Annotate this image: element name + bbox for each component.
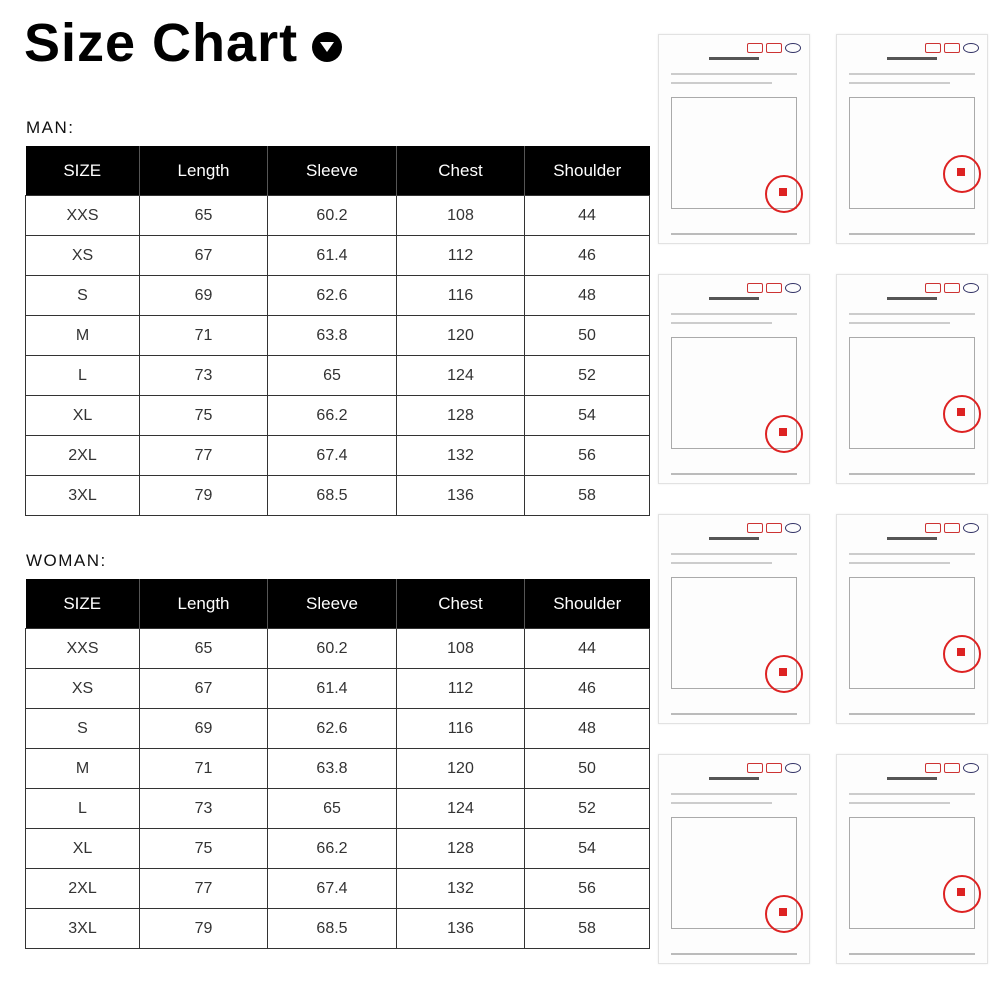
table-row — [26, 669, 650, 709]
table-cell: 3XL — [26, 476, 140, 516]
table-cell: 79 — [140, 909, 268, 949]
table-row — [26, 629, 650, 669]
seal-icon — [943, 875, 981, 913]
table-cell: 124 — [397, 356, 525, 396]
table-cell: 63.8 — [268, 749, 397, 789]
table-cell: 46 — [525, 669, 650, 709]
table-cell: 67 — [140, 669, 268, 709]
chevron-down-icon[interactable] — [312, 32, 342, 62]
table-row — [26, 196, 650, 236]
table-cell: XXS — [26, 629, 140, 669]
seal-icon — [765, 415, 803, 453]
test-report-thumbnail — [836, 34, 988, 244]
test-report-thumbnail — [836, 514, 988, 724]
woman-header-cell: SIZE — [26, 579, 140, 629]
title-text: Size Chart — [24, 13, 299, 73]
table-cell: 44 — [525, 629, 650, 669]
table-cell: 65 — [268, 789, 397, 829]
woman-header-cell: Length — [140, 579, 268, 629]
table-cell: 71 — [140, 316, 268, 356]
man-header-cell: Shoulder — [525, 146, 650, 196]
table-cell: 60.2 — [268, 196, 397, 236]
table-cell: 132 — [397, 436, 525, 476]
table-cell: 46 — [525, 236, 650, 276]
page-title — [24, 12, 342, 74]
table-row — [26, 869, 650, 909]
woman-header-cell: Sleeve — [268, 579, 397, 629]
table-cell: 136 — [397, 476, 525, 516]
table-cell: 44 — [525, 196, 650, 236]
table-cell: 67.4 — [268, 436, 397, 476]
table-cell: 116 — [397, 276, 525, 316]
table-cell: 56 — [525, 869, 650, 909]
man-header-cell: Length — [140, 146, 268, 196]
table-cell: L — [26, 356, 140, 396]
table-cell: 116 — [397, 709, 525, 749]
table-cell: 75 — [140, 396, 268, 436]
table-cell: 48 — [525, 709, 650, 749]
table-cell: 68.5 — [268, 476, 397, 516]
man-header-cell: Sleeve — [268, 146, 397, 196]
man-label: MAN: — [26, 118, 75, 137]
table-row — [26, 276, 650, 316]
table-cell: 77 — [140, 869, 268, 909]
table-cell: 61.4 — [268, 236, 397, 276]
table-cell: 112 — [397, 236, 525, 276]
table-cell: 136 — [397, 909, 525, 949]
table-row — [26, 236, 650, 276]
man-header-cell: Chest — [397, 146, 525, 196]
table-cell: 65 — [140, 629, 268, 669]
table-cell: 58 — [525, 476, 650, 516]
table-cell: 66.2 — [268, 396, 397, 436]
table-cell: 58 — [525, 909, 650, 949]
test-report-thumbnail — [658, 274, 810, 484]
table-row — [26, 436, 650, 476]
table-cell: 2XL — [26, 436, 140, 476]
table-cell: 2XL — [26, 869, 140, 909]
seal-icon — [765, 655, 803, 693]
table-cell: 48 — [525, 276, 650, 316]
table-cell: 65 — [140, 196, 268, 236]
table-cell: 3XL — [26, 909, 140, 949]
table-cell: 69 — [140, 709, 268, 749]
table-cell: 108 — [397, 196, 525, 236]
table-cell: 132 — [397, 869, 525, 909]
table-cell: 54 — [525, 829, 650, 869]
table-cell: XL — [26, 829, 140, 869]
table-cell: 67.4 — [268, 869, 397, 909]
table-row — [26, 909, 650, 949]
table-cell: 52 — [525, 789, 650, 829]
table-cell: 73 — [140, 356, 268, 396]
table-cell: 108 — [397, 629, 525, 669]
table-cell: 68.5 — [268, 909, 397, 949]
table-cell: 124 — [397, 789, 525, 829]
table-cell: 62.6 — [268, 276, 397, 316]
table-row — [26, 749, 650, 789]
table-cell: 62.6 — [268, 709, 397, 749]
test-report-gallery — [652, 30, 1000, 980]
table-cell: 67 — [140, 236, 268, 276]
test-report-thumbnail — [658, 514, 810, 724]
seal-icon — [943, 395, 981, 433]
seal-icon — [943, 155, 981, 193]
test-report-thumbnail — [658, 754, 810, 964]
table-cell: 60.2 — [268, 629, 397, 669]
man-header-cell: SIZE — [26, 146, 140, 196]
table-row — [26, 316, 650, 356]
man-size-table — [25, 146, 650, 516]
table-cell: S — [26, 276, 140, 316]
table-cell: 73 — [140, 789, 268, 829]
woman-table-header — [26, 579, 650, 629]
table-cell: XXS — [26, 196, 140, 236]
table-cell: L — [26, 789, 140, 829]
table-cell: 69 — [140, 276, 268, 316]
test-report-thumbnail — [836, 754, 988, 964]
table-row — [26, 476, 650, 516]
test-report-thumbnail — [836, 274, 988, 484]
table-cell: 77 — [140, 436, 268, 476]
table-cell: 128 — [397, 829, 525, 869]
table-row — [26, 396, 650, 436]
table-row — [26, 356, 650, 396]
table-cell: 54 — [525, 396, 650, 436]
table-row — [26, 829, 650, 869]
table-cell: 56 — [525, 436, 650, 476]
test-report-thumbnail — [658, 34, 810, 244]
table-cell: S — [26, 709, 140, 749]
table-cell: M — [26, 749, 140, 789]
woman-label: WOMAN: — [26, 551, 107, 570]
seal-icon — [943, 635, 981, 673]
table-cell: M — [26, 316, 140, 356]
table-cell: 120 — [397, 749, 525, 789]
table-cell: XL — [26, 396, 140, 436]
table-cell: 50 — [525, 749, 650, 789]
table-cell: 50 — [525, 316, 650, 356]
woman-header-cell: Shoulder — [525, 579, 650, 629]
table-cell: 61.4 — [268, 669, 397, 709]
table-row — [26, 789, 650, 829]
table-cell: 65 — [268, 356, 397, 396]
table-cell: XS — [26, 236, 140, 276]
seal-icon — [765, 175, 803, 213]
table-cell: 79 — [140, 476, 268, 516]
table-cell: 128 — [397, 396, 525, 436]
woman-size-table — [25, 579, 650, 949]
table-row — [26, 709, 650, 749]
table-cell: 52 — [525, 356, 650, 396]
woman-header-cell: Chest — [397, 579, 525, 629]
table-cell: 120 — [397, 316, 525, 356]
table-cell: 75 — [140, 829, 268, 869]
table-cell: 112 — [397, 669, 525, 709]
man-table-header — [26, 146, 650, 196]
table-cell: XS — [26, 669, 140, 709]
table-cell: 63.8 — [268, 316, 397, 356]
seal-icon — [765, 895, 803, 933]
table-cell: 66.2 — [268, 829, 397, 869]
table-cell: 71 — [140, 749, 268, 789]
